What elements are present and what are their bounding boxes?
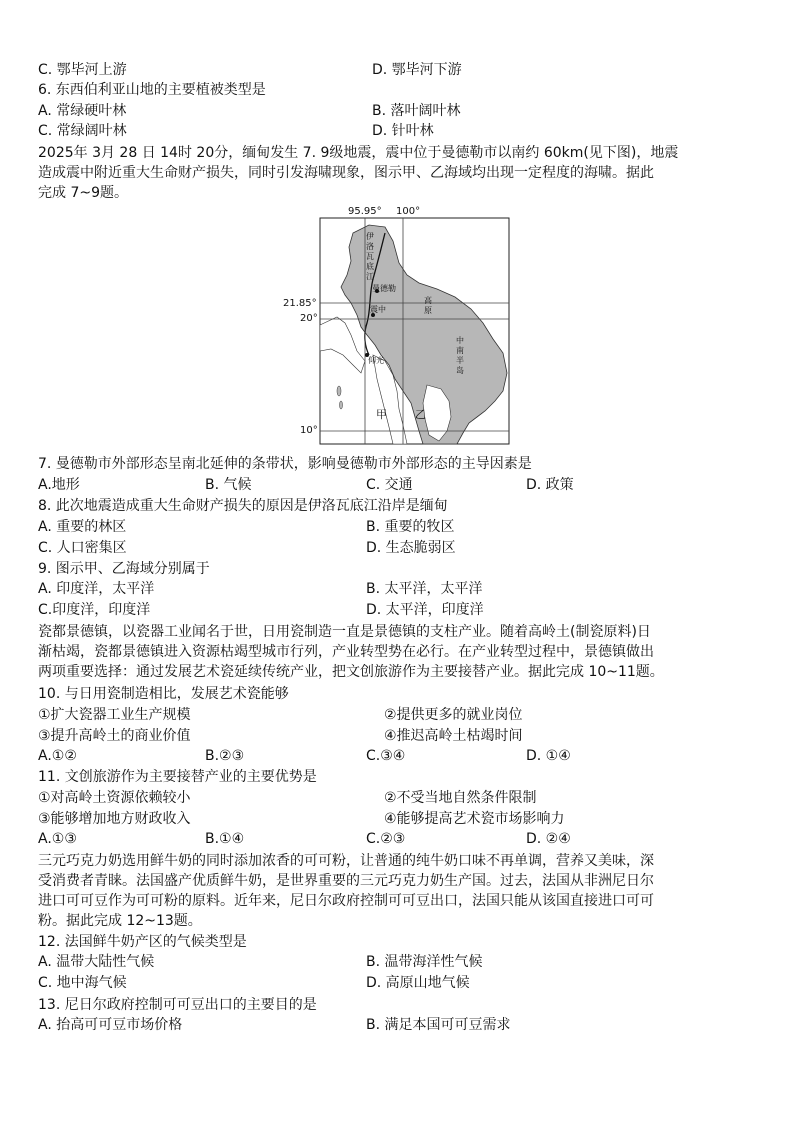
passage1-line3: 完成 7~9题。 bbox=[38, 185, 128, 201]
q11-statement-3: ③能够增加地方财政收入 bbox=[38, 811, 191, 827]
q5-option-c: C. 鄂毕河上游 bbox=[38, 62, 127, 78]
q7-option-a: A.地形 bbox=[38, 477, 80, 493]
q11-statement-1: ①对高岭土资源依赖较小 bbox=[38, 790, 191, 806]
passage1-line1: 2025年 3月 28 日 14时 20分，缅甸发生 7. 9级地震，震中位于曼德勒市以南约 60km(见下图)，地震 bbox=[38, 145, 679, 161]
passage3-line1: 三元巧克力奶选用鲜牛奶的同时添加浓香的可可粉，让普通的纯牛奶口味不再单调，营养又美味，深 bbox=[38, 853, 654, 869]
q8-option-a: A. 重要的林区 bbox=[38, 519, 127, 535]
passage1-line2: 造成震中附近重大生命财产损失，同时引发海啸现象，图示甲、乙海域均出现一定程度的海啸。据此 bbox=[38, 165, 654, 181]
q12-option-c: C. 地中海气候 bbox=[38, 975, 127, 991]
q9-option-c: C.印度洋，印度洋 bbox=[38, 602, 151, 618]
q6-stem: 6. 东西伯利亚山地的主要植被类型是 bbox=[38, 82, 266, 98]
q7-option-d: D. 政策 bbox=[526, 477, 574, 493]
q8-option-b: B. 重要的牧区 bbox=[366, 519, 455, 535]
q5-option-d: D. 鄂毕河下游 bbox=[372, 62, 462, 78]
q9-option-a: A. 印度洋，太平洋 bbox=[38, 581, 155, 597]
map-label-yi: 乙 bbox=[415, 408, 426, 421]
map-label-river: 伊洛瓦底江 bbox=[366, 232, 374, 281]
q10-option-b: B.②③ bbox=[205, 748, 245, 764]
q10-option-c: C.③④ bbox=[366, 748, 406, 764]
map-label-epicenter: 震中 bbox=[370, 305, 386, 314]
q12-option-b: B. 温带海洋性气候 bbox=[366, 954, 483, 970]
q6-option-b: B. 落叶阔叶林 bbox=[372, 103, 461, 119]
passage2-line1: 瓷都景德镇，以瓷器工业闻名于世，日用瓷制造一直是景德镇的支柱产业。随着高岭土(制瓷原料)日 bbox=[38, 624, 651, 640]
map-lon-100: 100° bbox=[396, 206, 421, 217]
q7-option-b: B. 气候 bbox=[205, 477, 252, 493]
q11-statement-2: ②不受当地自然条件限制 bbox=[384, 790, 537, 806]
q11-statement-4: ④能够提高艺术瓷市场影响力 bbox=[384, 811, 565, 827]
q9-option-b: B. 太平洋，太平洋 bbox=[366, 581, 483, 597]
map-label-peninsula: 中南半岛 bbox=[456, 336, 464, 375]
q10-statement-1: ①扩大瓷器工业生产规模 bbox=[38, 707, 191, 723]
q11-option-d: D. ②④ bbox=[526, 831, 571, 847]
q13-option-a: A. 抬高可可豆市场价格 bbox=[38, 1017, 183, 1033]
q12-option-d: D. 高原山地气候 bbox=[366, 975, 470, 991]
q11-stem: 11. 文创旅游作为主要接替产业的主要优势是 bbox=[38, 769, 317, 785]
passage2-line2: 渐枯竭，瓷都景德镇进入资源枯竭型城市行列，产业转型势在必行。在产业转型过程中，景德镇做出 bbox=[38, 644, 654, 660]
q10-statement-4: ④推迟高岭土枯竭时间 bbox=[384, 728, 523, 744]
q6-option-d: D. 针叶林 bbox=[372, 123, 434, 139]
q12-stem: 12. 法国鲜牛奶产区的气候类型是 bbox=[38, 934, 247, 950]
q7-option-c: C. 交通 bbox=[366, 477, 413, 493]
passage3-line2: 受消费者青睐。法国盛产优质鲜牛奶，是世界重要的三元巧克力奶生产国。过去，法国从非洲尼日尔 bbox=[38, 873, 654, 889]
map-lat-21-85: 21.85° bbox=[283, 298, 317, 309]
q10-statement-3: ③提升高岭土的商业价值 bbox=[38, 728, 191, 744]
q7-stem: 7. 曼德勒市外部形态呈南北延伸的条带状，影响曼德勒市外部形态的主导因素是 bbox=[38, 456, 532, 472]
q13-option-b: B. 满足本国可可豆需求 bbox=[366, 1017, 511, 1033]
q11-option-c: C.②③ bbox=[366, 831, 406, 847]
map-label-mandalay: 曼德勒 bbox=[372, 284, 396, 293]
map-lat-20: 20° bbox=[300, 313, 318, 324]
map-label-plateau: 高原 bbox=[424, 296, 432, 315]
q11-option-a: A.①③ bbox=[38, 831, 77, 847]
map-lat-10: 10° bbox=[300, 425, 318, 436]
passage3-line4: 粉。据此完成 12~13题。 bbox=[38, 913, 202, 929]
map-lon-95-95: 95.95° bbox=[348, 206, 382, 217]
q6-option-c: C. 常绿阔叶林 bbox=[38, 123, 127, 139]
map-label-jia: 甲 bbox=[376, 408, 387, 421]
q13-stem: 13. 尼日尔政府控制可可豆出口的主要目的是 bbox=[38, 997, 317, 1013]
passage2-line3: 两项重要选择：通过发展艺术瓷延续传统产业，把文创旅游作为主要接替产业。据此完成 10~11题。 bbox=[38, 664, 664, 680]
q10-option-a: A.①② bbox=[38, 748, 77, 764]
q11-option-b: B.①④ bbox=[205, 831, 245, 847]
q8-option-c: C. 人口密集区 bbox=[38, 540, 127, 556]
q6-option-a: A. 常绿硬叶林 bbox=[38, 103, 127, 119]
passage3-line3: 进口可可豆作为可可粉的原料。近年来，尼日尔政府控制可可豆出口，法国只能从该国直接进口可可 bbox=[38, 893, 654, 909]
q10-option-d: D. ①④ bbox=[526, 748, 571, 764]
q9-stem: 9. 图示甲、乙海域分别属于 bbox=[38, 561, 210, 577]
q10-stem: 10. 与日用瓷制造相比，发展艺术瓷能够 bbox=[38, 686, 289, 702]
q9-option-d: D. 太平洋，印度洋 bbox=[366, 602, 484, 618]
q10-statement-2: ②提供更多的就业岗位 bbox=[384, 707, 523, 723]
q12-option-a: A. 温带大陆性气候 bbox=[38, 954, 155, 970]
map-label-yangon: 仰光 bbox=[368, 356, 384, 365]
myanmar-map bbox=[281, 205, 516, 447]
q8-option-d: D. 生态脆弱区 bbox=[366, 540, 456, 556]
q8-stem: 8. 此次地震造成重大生命财产损失的原因是伊洛瓦底江沿岸是缅甸 bbox=[38, 498, 448, 514]
